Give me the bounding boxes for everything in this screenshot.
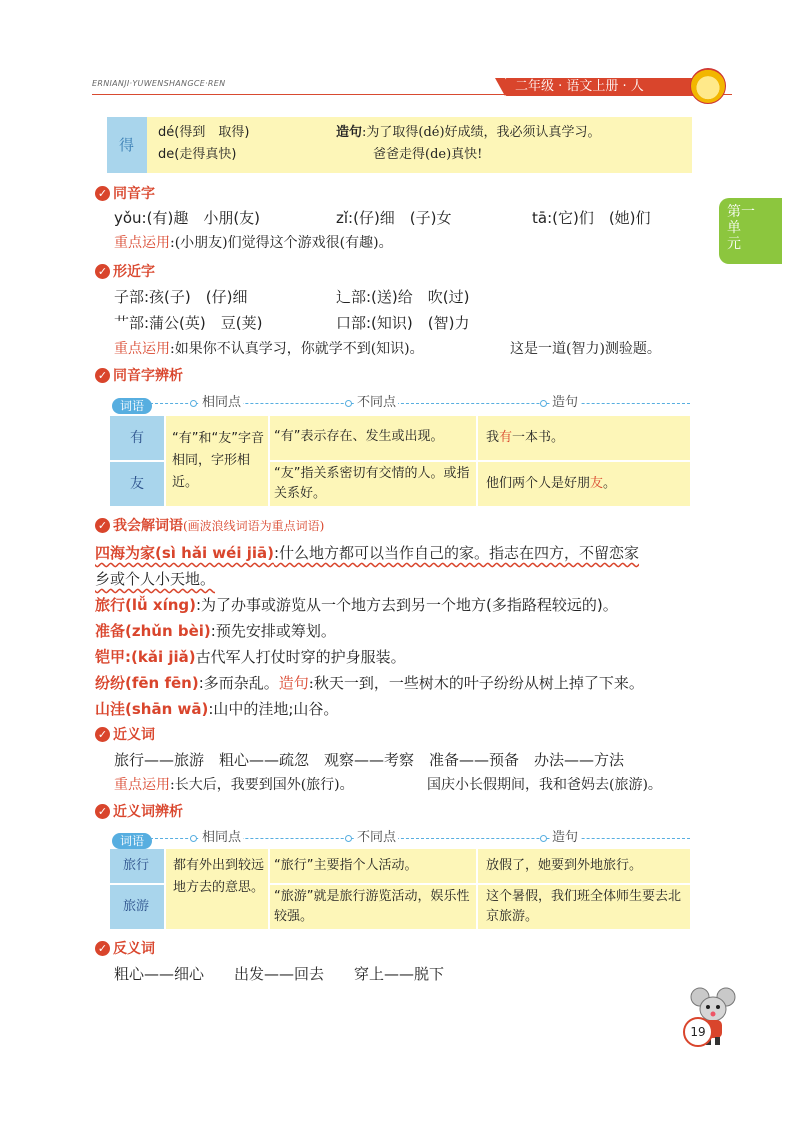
table1-dot: [540, 400, 547, 407]
badge-icon: [690, 68, 726, 104]
de-char: 得: [119, 136, 135, 154]
table2-col-same: 相同点: [202, 830, 242, 845]
de-sentence-1: [336, 124, 601, 142]
synonyms-usage-text-2: 国庆小长假期间，我和爸妈去(旅游)。: [427, 777, 662, 793]
vocab-def-6: :山中的洼地;山谷。: [208, 700, 339, 718]
check-icon: ✓: [95, 727, 110, 742]
section-synonyms: [95, 724, 155, 744]
table1-same-text: “有”和“友”字音相同，字形相近。: [172, 431, 264, 490]
section-similar-form: [95, 261, 155, 281]
table1-word-2: 友: [130, 476, 144, 492]
section-homophone-analysis: [95, 365, 183, 385]
table2-dot: [190, 835, 197, 842]
section-antonyms: [95, 938, 155, 958]
table2-diff-1: “旅行”主要指个人活动。: [274, 858, 418, 873]
vocab-term-6: 山洼(shān wā): [95, 700, 209, 718]
table2-word-2: 旅游: [123, 899, 150, 914]
vocab-def-1-cont: 乡或个人小天地。: [95, 570, 216, 588]
vocab-def-1: :什么地方都可以当作自己的家。指志在四方，不留恋家: [273, 544, 640, 562]
table2-dot: [345, 835, 352, 842]
check-icon: ✓: [95, 368, 110, 383]
similar-line-2a: 艹部:蒲公(英) 豆(荚): [114, 314, 263, 332]
table1-diff-2: “友”指关系密切有交情的人。或指关系好。: [274, 466, 470, 501]
antonyms-line: 粗心——细心 出发——回去 穿上——脱下: [114, 965, 445, 983]
header-grade-tag: 二年级 · 语文上册 · 人: [505, 78, 705, 96]
homophone-usage: [114, 233, 393, 253]
section-homophone-title: 同音字: [113, 186, 155, 202]
section-homophone-analysis-title: 同音字辨析: [113, 368, 183, 384]
vocab-def-4: 古代军人打仗时穿的护身服装。: [195, 648, 406, 666]
section-synonyms-title: 近义词: [113, 727, 155, 743]
side-tab-line2: 单: [727, 220, 741, 236]
table1-dot: [190, 400, 197, 407]
vocab-extra-5: :秋天一到，一些树木的叶子纷纷从树上掉了下来。: [308, 674, 644, 692]
table1-col-sentence: 造句: [552, 395, 579, 410]
vocab-item-5: [95, 672, 644, 694]
table1-sentence-1: 我有一本书。: [486, 430, 565, 445]
de-reading-2: de(走得真快): [158, 147, 237, 162]
vocab-item-3: [95, 620, 336, 642]
similar-line-1a: 子部:孩(子) (仔)细: [114, 288, 248, 306]
section-antonyms-title: 反义词: [113, 941, 155, 957]
vocab-term-1: 四海为家(sì hǎi wéi jiā): [95, 544, 274, 562]
similar-line-1b: 辶部:(送)给 吹(过): [336, 288, 470, 306]
similar-usage-text-1: :如果你不认真学习，你就学不到(知识)。: [170, 341, 424, 357]
section-homophone: [95, 183, 155, 203]
table2-col-sentence: 造句: [552, 830, 579, 845]
section-synonym-analysis: [95, 801, 183, 821]
vocab-def-5: :多而杂乱。: [198, 674, 279, 692]
similar-usage-text-2: 这是一道(智力)测验题。: [510, 341, 661, 357]
vocab-term-4: 铠甲:(kǎi jiǎ): [95, 648, 196, 666]
de-sentence-2: 爸爸走得(de)真快!: [373, 147, 483, 162]
header-pinyin-title: ERNIANJI·YUWENSHANGCE·REN: [92, 79, 226, 88]
similar-usage-label: 重点运用: [114, 341, 170, 357]
section-vocab-title: 我会解词语: [113, 518, 183, 534]
section-similar-form-title: 形近字: [113, 264, 155, 280]
vocab-term-2: 旅行(lǚ xíng): [95, 596, 196, 614]
synonyms-usage-label: 重点运用: [114, 777, 170, 793]
table2-sentence-2: 这个暑假，我们班全体师生要去北京旅游。: [486, 889, 682, 924]
table1-col-same: 相同点: [202, 395, 242, 410]
homophone-line-1a: yǒu:(有)趣 小朋(友): [114, 209, 261, 227]
synonyms-line: 旅行——旅游 粗心——疏忽 观察——考察 准备——预备 办法——方法: [114, 751, 625, 769]
vocab-term-3: 准备(zhǔn bèi): [95, 622, 211, 640]
similar-line-2b: 口部:(知识) (智)力: [336, 314, 470, 332]
vocab-item-1: [95, 542, 639, 564]
unit-side-tab: [719, 198, 782, 264]
vocab-def-2: :为了办事或游览从一个地方去到另一个地方(多指路程较远的)。: [196, 596, 618, 614]
de-reading-1: dé(得到 取得): [158, 125, 250, 140]
check-icon: ✓: [95, 941, 110, 956]
side-tab-line3: 元: [727, 236, 741, 252]
table1-col-diff: 不同点: [357, 395, 397, 410]
de-sentence-1-text: :为了取得(dé)好成绩，我必须认真学习。: [362, 125, 601, 140]
table1-sentence-2: 他们两个人是好朋友。: [486, 476, 617, 491]
section-vocab-note: (画波浪线词语为重点词语): [183, 518, 325, 533]
similar-usage: [114, 339, 424, 359]
section-vocab: [95, 515, 324, 535]
table2-dot: [540, 835, 547, 842]
check-icon: ✓: [95, 264, 110, 279]
table1-dot: [345, 400, 352, 407]
table2-sentence-1: 放假了，她要到外地旅行。: [486, 858, 643, 873]
homophone-line-1b: zǐ:(仔)细 (子)女: [336, 209, 452, 227]
table1-col-word: 词语: [112, 395, 152, 414]
table1-word-1: 有: [130, 430, 144, 446]
check-icon: ✓: [95, 518, 110, 533]
check-icon: ✓: [95, 804, 110, 819]
homophone-line-1c: tā:(它)们 (她)们: [532, 209, 651, 227]
section-synonym-analysis-title: 近义词辨析: [113, 804, 183, 820]
vocab-item-6: [95, 698, 338, 720]
table1-diff-1: “有”表示存在、发生或出现。: [274, 429, 444, 444]
vocab-item-4: [95, 646, 406, 668]
table2-diff-2: “旅游”就是旅行游览活动，娱乐性较强。: [274, 889, 470, 924]
vocab-term-5: 纷纷(fēn fēn): [95, 674, 199, 692]
page-number: 19: [683, 1017, 713, 1047]
homophone-usage-text: :(小朋友)们觉得这个游戏很(有趣)。: [170, 235, 393, 251]
vocab-extra-label-5: 造句: [278, 674, 309, 692]
vocab-def-3: :预先安排或筹划。: [210, 622, 336, 640]
synonyms-usage: [114, 775, 354, 795]
vocab-item-2: [95, 594, 618, 616]
table2-col-diff: 不同点: [357, 830, 397, 845]
table2-word-1: 旅行: [123, 858, 150, 873]
table2-col-word: 词语: [112, 830, 152, 849]
check-icon: ✓: [95, 186, 110, 201]
synonyms-usage-text-1: :长大后，我要到国外(旅行)。: [170, 777, 354, 793]
side-tab-line1: 第一: [727, 204, 755, 220]
de-sentence-label: 造句: [336, 125, 363, 140]
homophone-usage-label: 重点运用: [114, 235, 170, 251]
table2-same-text: 都有外出到较远地方去的意思。: [173, 858, 265, 895]
